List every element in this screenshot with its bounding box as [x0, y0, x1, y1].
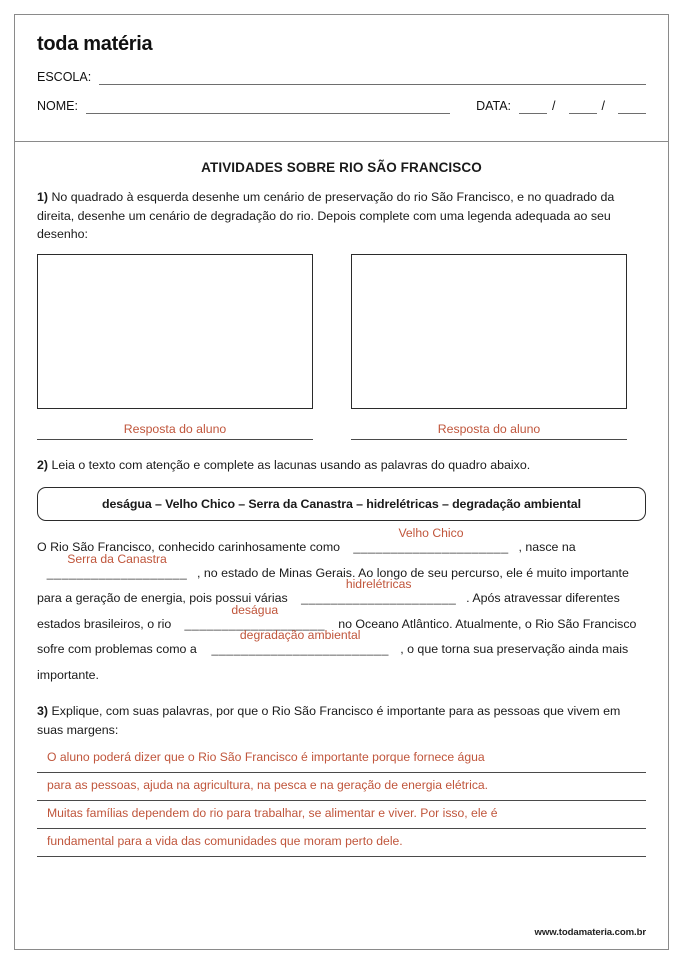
- date-separator-1: /: [552, 99, 556, 113]
- question-3-answer-area: [37, 745, 646, 857]
- cloze-answer-3: hidrelétricas: [345, 577, 412, 592]
- data-month-input-line[interactable]: [569, 102, 597, 114]
- word-bank-box: deságua – Velho Chico – Serra da Canastra – hidrelétricas – degradação ambiental: [37, 487, 646, 521]
- cloze-text-2: , nasce na: [518, 540, 576, 555]
- cloze-text-1: O Rio São Francisco, conhecido carinhosamente como: [37, 540, 344, 555]
- cloze-text-6: , o que torna sua preservação ainda mais importante.: [37, 642, 629, 682]
- answer-line[interactable]: Muitas famílias dependem do rio para trabalhar, se alimentar e viver. Por isso, ele é: [37, 801, 646, 829]
- worksheet-page: [14, 14, 669, 950]
- cloze-blank-1[interactable]: _____________________ Velho Chico: [343, 535, 518, 560]
- drawing-boxes: [37, 254, 646, 440]
- data-year-input-line[interactable]: [618, 102, 646, 114]
- drawing-column-left: [37, 254, 313, 440]
- caption-line-left[interactable]: [37, 420, 313, 440]
- footer-url: www.todamateria.com.br: [534, 927, 646, 938]
- date-separator-2: /: [601, 99, 605, 113]
- caption-right-answer: Resposta do aluno: [437, 421, 541, 436]
- answer-line[interactable]: para as pessoas, ajuda na agricultura, na pesca e na geração de energia elétrica.: [37, 773, 646, 801]
- escola-field-row: [37, 70, 646, 85]
- cloze-text-3: , no estado de Minas Gerais. Ao longo de seu percurso, ele é muito importante para a geração de energia, pois possui várias: [37, 565, 629, 606]
- worksheet-header: [15, 15, 668, 142]
- nome-input-line[interactable]: [86, 102, 450, 114]
- escola-input-line[interactable]: [99, 73, 646, 85]
- brand-logo: toda matéria: [37, 33, 153, 55]
- nome-label: NOME:: [37, 99, 78, 113]
- data-label: DATA:: [476, 99, 512, 113]
- answer-line[interactable]: fundamental para a vida das comunidades que moram perto dele.: [37, 829, 646, 857]
- caption-left-answer: Resposta do aluno: [123, 421, 227, 436]
- cloze-answer-4: deságua: [231, 602, 279, 617]
- question-2-text: [37, 456, 646, 475]
- cloze-answer-5: degradação ambiental: [239, 628, 361, 643]
- cloze-blank-4[interactable]: ___________________ deságua: [175, 612, 335, 637]
- cloze-blank-5[interactable]: ________________________ degradação ambiental: [200, 637, 400, 662]
- worksheet-content: [15, 142, 668, 948]
- page-title: ATIVIDADES SOBRE RIO SÃO FRANCISCO: [201, 160, 482, 175]
- data-day-input-line[interactable]: [519, 102, 547, 114]
- answer-line[interactable]: O aluno poderá dizer que o Rio São Francisco é importante porque fornece água: [37, 745, 646, 773]
- question-2-number: 2): [37, 457, 49, 472]
- question-3-statement: Explique, com suas palavras, por que o Rio São Francisco é importante para as pessoas que vivem em suas margens:: [37, 703, 621, 737]
- question-3-number: 3): [37, 703, 49, 718]
- cloze-blank-3[interactable]: _____________________ hidrelétricas: [291, 586, 466, 611]
- caption-line-right[interactable]: [351, 420, 627, 440]
- escola-label: ESCOLA:: [37, 70, 92, 84]
- cloze-answer-2: Serra da Canastra: [67, 551, 167, 566]
- cloze-text-4: . Após atravessar diferentes estados brasileiros, o rio: [37, 591, 620, 631]
- drawing-column-right: [351, 254, 627, 440]
- drawing-box-preservacao[interactable]: [37, 254, 313, 409]
- drawing-box-degradacao[interactable]: [351, 254, 627, 409]
- cloze-paragraph: [37, 526, 646, 688]
- question-1-text: [37, 188, 646, 244]
- cloze-blank-2[interactable]: ___________________ Serra da Canastra: [37, 561, 197, 586]
- question-2-statement: Leia o texto com atenção e complete as lacunas usando as palavras do quadro abaixo.: [51, 457, 531, 472]
- cloze-answer-1: Velho Chico: [398, 526, 464, 541]
- data-field-group: [476, 99, 646, 114]
- nome-data-field-row: [37, 99, 646, 114]
- question-1-number: 1): [37, 190, 49, 204]
- question-3-text: [37, 702, 646, 739]
- cloze-text-5: no Oceano Atlântico. Atualmente, o Rio São Francisco sofre com problemas como a: [37, 616, 637, 657]
- question-1-statement: No quadrado à esquerda desenhe um cenário de preservação do rio São Francisco, e no quadrado da direita, desenhe um cenário de degradação do rio. Depois complete com uma legenda adequada ao seu desenho:: [37, 190, 615, 242]
